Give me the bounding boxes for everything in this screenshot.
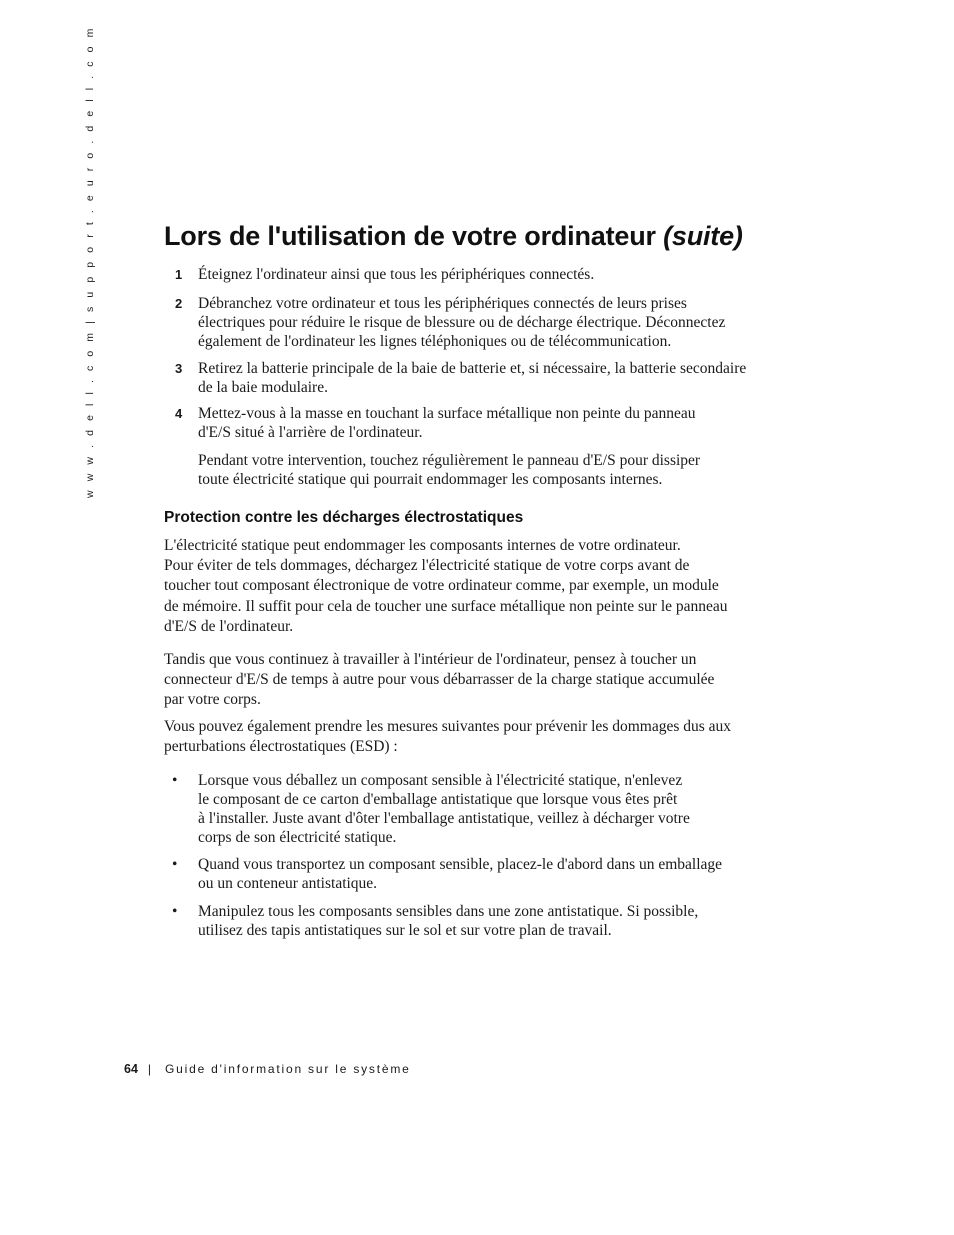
step-number: 3 (175, 361, 183, 376)
step-text: Éteignez l'ordinateur ainsi que tous les périphériques connectés. (198, 266, 595, 283)
step-item (164, 404, 784, 489)
body-paragraph: L'électricité statique peut endommager les composants internes de votre ordinateur. Pour éviter de tels dommages, déchargez l'électricité statique de votre corps avant de toucher tout composant électronique de votre ordinateur comme, par exemple, un module de mémoire. Il suffit pour cela de toucher une surface métallique non peinte sur le panneau d'E/S de l'ordinateur. (164, 537, 728, 635)
step-note: Pendant votre intervention, touchez régulièrement le panneau d'E/S pour dissiper toute électricité statique qui pourrait endommager les composants internes. (198, 452, 701, 488)
step-number: 4 (175, 406, 183, 421)
page-title-main: Lors de l'utilisation de votre ordinateur (164, 221, 664, 251)
page-footer (124, 1062, 411, 1076)
body-paragraph: Vous pouvez également prendre les mesures suivantes pour prévenir les dommages dus aux perturbations électrostatiques (ESD) : (164, 718, 732, 756)
section-heading: Protection contre les décharges électrostatiques (164, 509, 524, 526)
page-number: 64 (124, 1062, 138, 1076)
bullet-icon: • (172, 903, 178, 920)
step-number: 1 (175, 267, 183, 282)
page-title-suffix: (suite) (663, 221, 743, 251)
footer-separator: | (147, 1062, 152, 1076)
bullet-icon: • (172, 772, 178, 789)
step-text: Mettez-vous à la masse en touchant la surface métallique non peinte du panneau d'E/S situé à l'arrière de l'ordinateur. (198, 405, 696, 441)
step-number: 2 (175, 296, 183, 311)
step-text: Débranchez votre ordinateur et tous les périphériques connectés de leurs prises électriques pour réduire le risque de blessure ou de décharge électrique. Déconnectez également de l'ordinateur les lignes téléphoniques ou de télécommunication. (198, 295, 726, 350)
bullet-text: Manipulez tous les composants sensibles dans une zone antistatique. Si possible, utilisez des tapis antistatiques sur le sol et sur votre plan de travail. (198, 903, 699, 939)
page-title (164, 221, 743, 252)
bullet-item (164, 902, 784, 940)
guide-title: Guide d'information sur le système (165, 1062, 411, 1076)
bullet-text: Lorsque vous déballez un composant sensible à l'électricité statique, n'enlevez le composant de ce carton d'emballage antistatique que lorsque vous êtes prêt à l'installer. Juste avant d'ôter l'emballage antistatique, veillez à décharger votre corps de son électricité statique. (198, 772, 690, 846)
sidebar-website-url: w w w . d e l l . c o m | s u p p o r t . e u r o . d e l l . c o m (84, 25, 96, 498)
step-item (164, 294, 784, 351)
bullet-item (164, 855, 784, 893)
bullet-item (164, 771, 784, 847)
step-item (164, 265, 784, 284)
bullet-icon: • (172, 856, 178, 873)
step-text: Retirez la batterie principale de la baie de batterie et, si nécessaire, la batterie secondaire de la baie modulaire. (198, 360, 747, 396)
bullet-text: Quand vous transportez un composant sensible, placez-le d'abord dans un emballage ou un conteneur antistatique. (198, 856, 723, 892)
step-item (164, 359, 784, 397)
body-paragraph: Tandis que vous continuez à travailler à l'intérieur de l'ordinateur, pensez à toucher un connecteur d'E/S de temps à autre pour vous débarrasser de la charge statique accumulée par votre corps. (164, 651, 715, 709)
